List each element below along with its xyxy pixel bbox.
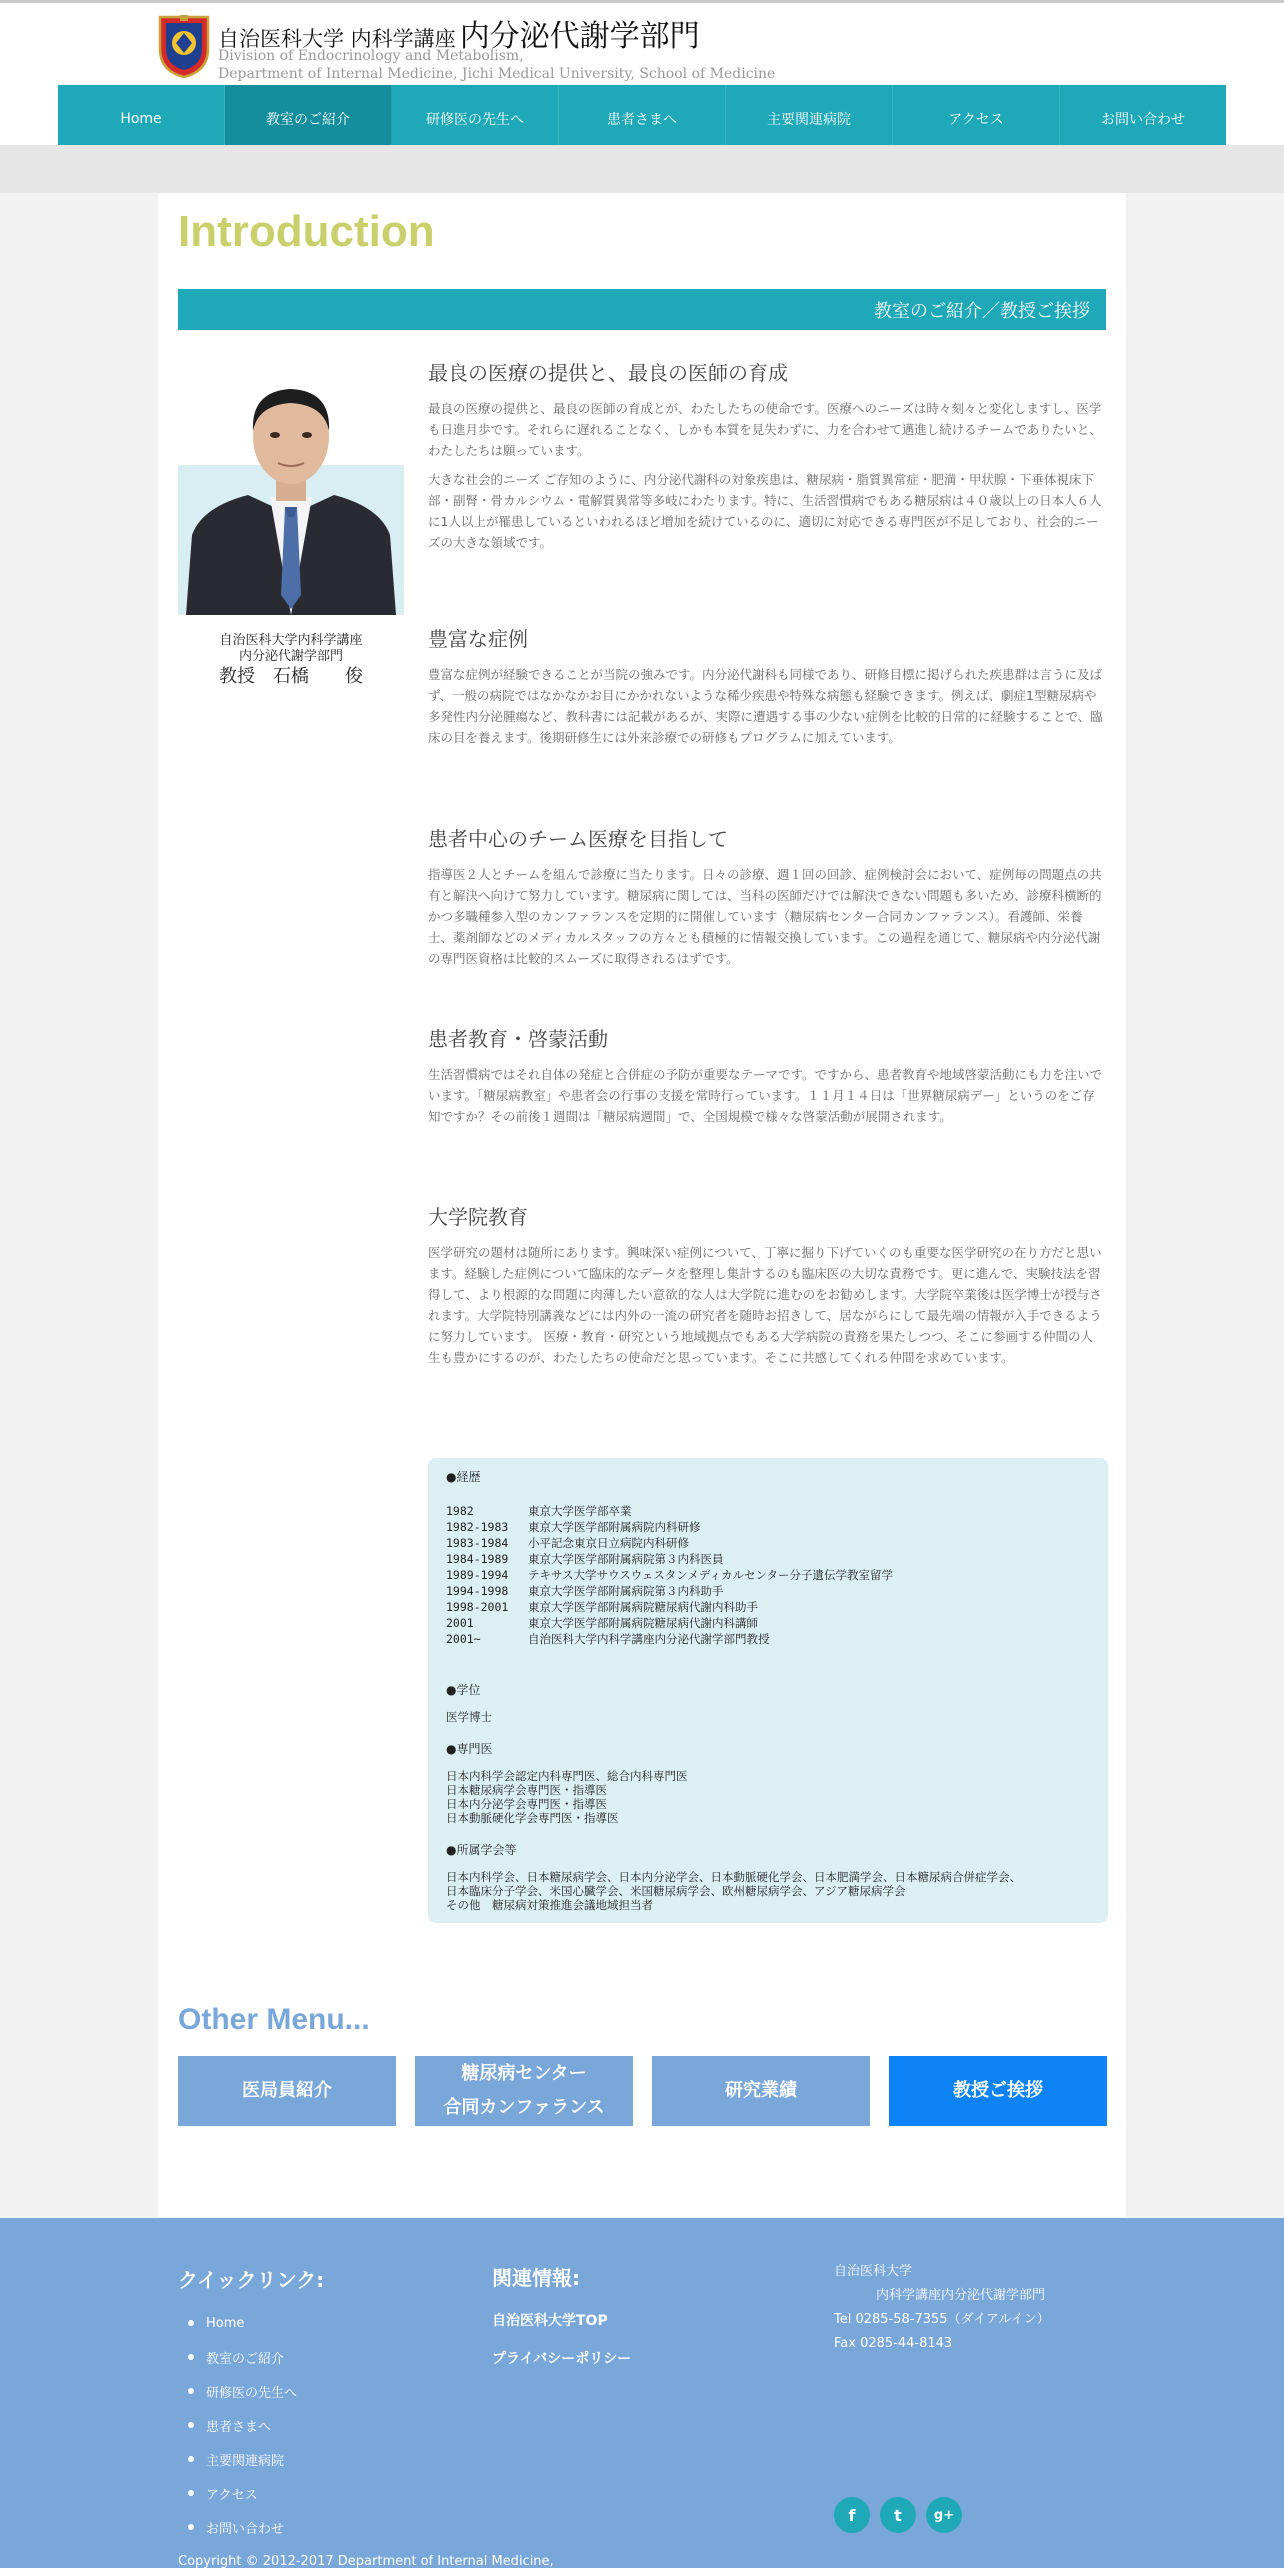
section-graduate-education: [428, 1201, 1104, 1376]
career-text: 東京大学医学部附属病院糖尿病代謝内科講師: [528, 1616, 758, 1630]
specialist-line: 日本内科学会認定内科専門医、総合内科専門医: [446, 1769, 688, 1783]
career-year: 1994-1998: [446, 1584, 509, 1598]
site-title-university: 自治医科大学 内科学講座: [218, 27, 456, 51]
professor-caption: [178, 633, 404, 689]
specialist-block: [446, 1740, 1090, 1825]
specialist-line: 日本動脈硬化学会専門医・指導医: [446, 1811, 619, 1825]
related-title: 関連情報:: [492, 2266, 580, 2290]
career-text: 小平記念東京日立病院内科研修: [528, 1536, 689, 1550]
specialist-line: 日本内分泌学会専門医・指導医: [446, 1797, 607, 1811]
section-header-bar: 教室のご紹介／教授ご挨拶: [178, 289, 1106, 330]
section-cases: [428, 623, 1104, 756]
nav-contact[interactable]: お問い合わせ: [1101, 112, 1185, 128]
address-fax: Fax 0285-44-8143: [834, 2336, 953, 2351]
quicklink-patients[interactable]: 患者さまへ: [188, 2408, 297, 2442]
caption-division: 内分泌代謝学部門: [238, 649, 343, 664]
address-tel: Tel 0285-58-7355（ダイアルイン）: [834, 2312, 1050, 2327]
society-line: 日本臨床分子学会、米国心臓学会、米国糖尿病学会、欧州糖尿病学会、アジア糖尿病学会: [446, 1884, 906, 1898]
society-line: 日本内科学会、日本糖尿病学会、日本内分泌学会、日本動脈硬化学会、日本肥満学会、日本糖尿病合併症学会、: [446, 1870, 1021, 1884]
section-paragraph: 指導医２人とチームを組んで診療に当たります。日々の診療、週１回の回診、症例検討会において、症例毎の問題点の共有と解決へ向けて努力しています。糖尿病に関しては、当科の医師だけでは解決できない問題も多いため、診療科横断的かつ多職種参入型のカンファランスを定期的に開催しています（糖尿病センター合同カンファランス）。看護師、栄養士、薬剤師などのメディカルスタッフの方々とも積極的に情報交換しています。この過程を通じて、糖尿病や内分泌代謝の専門医資格は比較的スムーズに取得されるはずです。: [428, 867, 1102, 966]
section-heading: 最良の医療の提供と、最良の医師の育成: [428, 361, 788, 385]
quicklink-introduction[interactable]: 教室のご紹介: [188, 2340, 297, 2374]
career-row: [446, 1519, 1090, 1535]
career-text: 東京大学医学部附属病院内科研修: [528, 1520, 701, 1534]
greeting-button[interactable]: 教授ご挨拶: [889, 2056, 1107, 2126]
staff-button[interactable]: 医局員紹介: [178, 2056, 396, 2126]
site-subtitle-line2: Department of Internal Medicine, Jichi Medical University, School of Medicine: [218, 66, 776, 82]
career-row: [446, 1599, 1090, 1615]
career-year: 1984-1989: [446, 1552, 509, 1566]
quicklinks-list: [188, 2306, 297, 2544]
section-mission: [428, 357, 1104, 561]
section-heading: 大学院教育: [428, 1205, 528, 1229]
career-heading: ●経歴: [446, 1470, 481, 1484]
specialist-heading: ●専門医: [446, 1742, 493, 1756]
caption-department: 自治医科大学内科学講座: [219, 633, 363, 648]
career-row: [446, 1583, 1090, 1599]
research-button[interactable]: 研究業績: [652, 2056, 870, 2126]
section-heading: 患者中心のチーム医療を目指して: [428, 827, 728, 851]
career-year: 1982: [446, 1504, 474, 1518]
society-line: その他 糖尿病対策推進会議地域担当者: [446, 1898, 653, 1912]
section-team-care: [428, 823, 1104, 977]
career-year: 1998-2001: [446, 1600, 509, 1614]
quicklink-contact[interactable]: お問い合わせ: [188, 2510, 297, 2544]
googleplus-icon[interactable]: g+: [926, 2497, 962, 2533]
career-row: [446, 1615, 1090, 1631]
section-paragraph: 大きな社会的ニーズ ご存知のように、内分泌代謝科の対象疾患は、糖尿病・脂質異常症・肥満・甲状腺・下垂体視床下部・副腎・骨カルシウム・電解質異常等多岐にわたります。特に、生活習慣病でもある糖尿病は４０歳以上の日本人６人に1人以上が罹患しているといわれるほど増加を続けているのに、適切に対応できる専門医が不足しており、社会的ニーズの大きな領域です。: [428, 472, 1102, 550]
header-spacer: [0, 145, 1284, 193]
career-year: 1982-1983: [446, 1520, 509, 1534]
career-text: 東京大学医学部附属病院第３内科医員: [528, 1552, 724, 1566]
footer-address: [834, 2260, 1050, 2356]
address-line1: 自治医科大学: [834, 2264, 913, 2279]
society-heading: ●所属学会等: [446, 1843, 517, 1857]
nav-hospitals[interactable]: 主要関連病院: [726, 85, 893, 153]
career-year: 2001: [446, 1616, 474, 1630]
facebook-icon[interactable]: f: [834, 2497, 870, 2533]
section-heading: 患者教育・啓蒙活動: [428, 1027, 608, 1051]
degree-block: [446, 1681, 1090, 1724]
career-year: 1989-1994: [446, 1568, 509, 1582]
section-patient-education: [428, 1023, 1104, 1135]
site-title-division: 内分泌代謝学部門: [459, 19, 700, 54]
main-content: [158, 193, 1126, 2218]
copyright: Copyright © 2012-2017 Department of Internal Medicine,: [178, 2554, 554, 2568]
university-crest-icon[interactable]: [158, 13, 210, 79]
related-link-university[interactable]: 自治医科大学TOP: [492, 2313, 608, 2329]
specialist-line: 日本糖尿病学会専門医・指導医: [446, 1783, 607, 1797]
page-title: Introduction: [178, 207, 435, 256]
career-list: [446, 1503, 1090, 1647]
diabetes-conference-button[interactable]: [415, 2056, 633, 2126]
section-paragraph: 生活習慣病ではそれ自体の発症と合併症の予防が重要なテーマです。ですから、患者教育や地域啓蒙活動にも力を注いでいます。「糖尿病教室」や患者会の行事の支援を常時行っています。１１月１４日は「世界糖尿病デー」というのをご存知ですか？その前後１週間は「糖尿病週間」で、全国規模で様々な啓蒙活動が展開されます。: [428, 1067, 1103, 1124]
address-line2: 内科学講座内分泌代謝学部門: [876, 2288, 1046, 2303]
quicklinks-title: クイックリンク:: [178, 2268, 325, 2292]
related-link-privacy[interactable]: プライバシーポリシー: [492, 2351, 632, 2367]
career-row: [446, 1631, 1090, 1647]
quicklink-home[interactable]: Home: [188, 2306, 297, 2340]
section-heading: 豊富な症例: [428, 627, 528, 651]
site-subtitle-line1: Division of Endocrinology and Metabolism,: [218, 48, 524, 64]
career-row: [446, 1535, 1090, 1551]
career-row: [446, 1503, 1090, 1519]
career-row: [446, 1567, 1090, 1583]
section-paragraph: 豊富な症例が経験できることが当院の強みです。内分泌代謝科も同様であり、研修目標に掲げられた疾患群は言うに及ばず、一般の病院ではなかなかお目にかかれないような稀少疾患や特殊な病態も経験できます。例えば、劇症1型糖尿病や多発性内分泌腫瘍など、教科書には記載があるが、実際に遭遇する事の少ない症例を比較的日常的に経験することで、臨床の目を養えます。後期研修生には外来診療での研修もプログラムに加えています。: [428, 667, 1103, 745]
nav-home[interactable]: Home: [58, 85, 225, 153]
degree-heading: ●学位: [446, 1683, 481, 1697]
career-text: 東京大学医学部卒業: [528, 1504, 632, 1518]
main-nav: [58, 85, 1226, 153]
career-text: 東京大学医学部附属病院糖尿病代謝内科助手: [528, 1600, 758, 1614]
career-text: 自治医科大学内科学講座内分泌代謝学部門教授: [528, 1632, 770, 1646]
caption-professor-name: 教授 石橋 俊: [219, 666, 363, 687]
quicklink-hospitals[interactable]: 主要関連病院: [188, 2442, 297, 2476]
twitter-icon[interactable]: t: [880, 2497, 916, 2533]
other-menu-title: Other Menu...: [178, 2003, 370, 2036]
career-text: 東京大学医学部附属病院第３内科助手: [528, 1584, 724, 1598]
quicklink-residents[interactable]: 研修医の先生へ: [188, 2374, 297, 2408]
section-paragraph: 最良の医療の提供と、最良の医師の育成とが、わたしたちの使命です。医療へのニーズは時々刻々と変化しますし、医学も日進月歩です。それらに遅れることなく、しかも本質を見失わずに、力を合わせて邁進し続けるチームでありたいと、わたしたちは願っています。: [428, 401, 1102, 458]
career-row: [446, 1551, 1090, 1567]
degree-text: 医学博士: [446, 1710, 492, 1724]
career-year: 2001~: [446, 1632, 481, 1646]
professor-portrait: [178, 365, 404, 615]
diabetes-conference-label-1: 糖尿病センター: [461, 2063, 587, 2084]
society-block: [446, 1841, 1090, 1912]
career-box: [428, 1458, 1108, 1923]
quicklink-access[interactable]: アクセス: [188, 2476, 297, 2510]
nav-residents[interactable]: 研修医の先生へ: [392, 85, 559, 153]
nav-access[interactable]: アクセス: [893, 85, 1060, 153]
site-subtitle: [218, 47, 775, 83]
career-text: テキサス大学サウスウェスタンメディカルセンター分子遺伝学教室留学: [528, 1568, 894, 1582]
career-year: 1983-1984: [446, 1536, 509, 1550]
nav-patients[interactable]: 患者さまへ: [559, 85, 726, 153]
diabetes-conference-label-2: 合同カンファランス: [443, 2097, 605, 2118]
site-footer: [0, 2218, 1284, 2568]
nav-introduction[interactable]: 教室のご紹介: [225, 85, 392, 153]
section-paragraph: 医学研究の題材は随所にあります。興味深い症例について、丁寧に掘り下げていくのも重要な医学研究の在り方だと思います。経験した症例について臨床的なデータを整理し集計するのも臨床医の大切な責務です。更に進んで、実験技法を習得して、より根源的な問題に肉薄したい意欲的な人は大学院に進むのをお勧めします。大学院卒業後は医学博士が授与されます。大学院特別講義などには内外の一流の研究者を随時お招きして、居ながらにして最先端の情報が入手できるように努力しています。 医療・教育・研究という地域拠点でもある大学病院の責務を果たしつつ、そこに参画する仲間の人生も豊かにするのが、わたしたちの使命だと思っています。そこに共感してくれる仲間を求めています。: [428, 1245, 1102, 1365]
